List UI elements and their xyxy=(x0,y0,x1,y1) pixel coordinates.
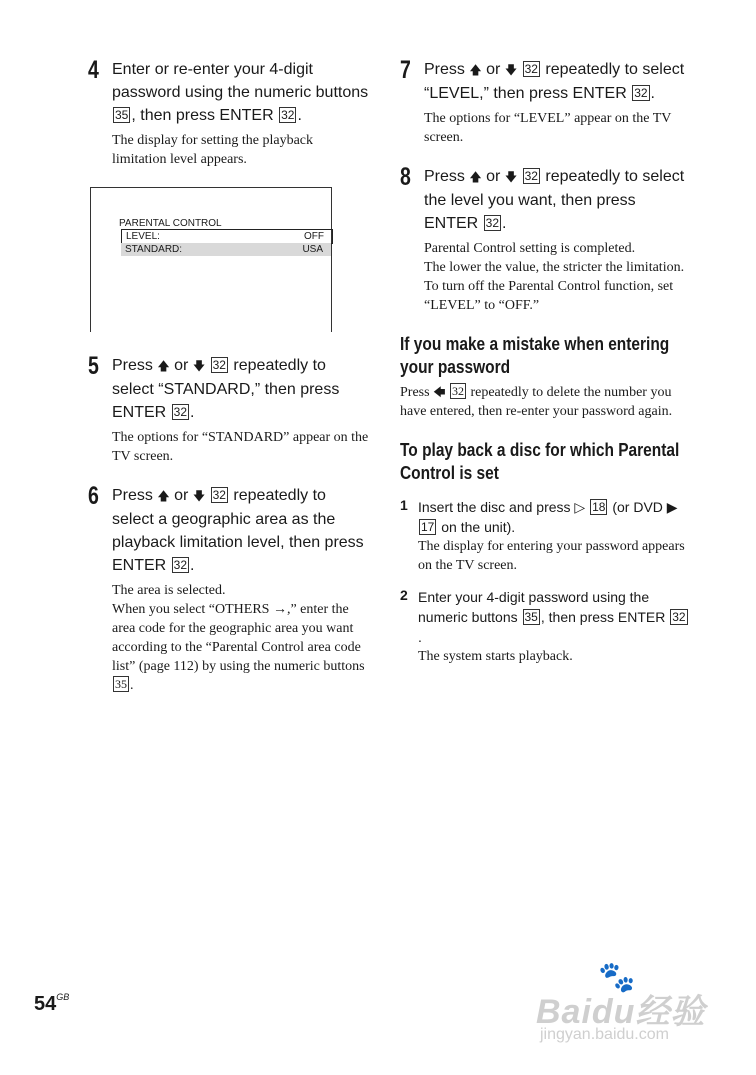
button-ref: 18 xyxy=(592,500,606,514)
button-ref: 35 xyxy=(115,108,129,122)
step-6 xyxy=(88,484,370,695)
button-ref: 32 xyxy=(281,108,295,122)
dvd-play-icon: ▶ xyxy=(666,499,678,515)
right-column xyxy=(400,58,690,666)
button-ref: 32 xyxy=(173,558,188,572)
step-description: The display for setting the playback limitation level appears. xyxy=(112,133,313,167)
substep-heading: Enter your 4-digit password using the numeric buttons 35 , then press ENTER 32. xyxy=(418,589,686,645)
button-ref: 17 xyxy=(421,520,435,534)
osd-title: PARENTAL CONTROL xyxy=(119,218,222,229)
substep-heading: Insert the disc and press ▷ 18 (or DVD ▶ 17 on the unit). xyxy=(418,499,678,535)
button-ref: 32 xyxy=(634,86,648,100)
osd-row-level: LEVEL: OFF xyxy=(121,229,333,244)
step-heading: Press 🡅 or 🡇 32 repeatedly to select “LEVEL,” then press ENTER 32 . xyxy=(424,61,685,102)
step-number: 5 xyxy=(88,352,99,380)
substep-2 xyxy=(400,587,690,666)
step-8 xyxy=(400,165,690,315)
left-arrow-icon: 🡄 xyxy=(433,385,446,399)
step-description: The options for “LEVEL” appear on the TV screen. xyxy=(424,111,672,145)
button-ref: 32 xyxy=(173,405,188,419)
watermark-brand: Baidu经验 xyxy=(536,993,706,1031)
button-ref: 35 xyxy=(115,677,127,691)
up-arrow-icon: 🡅 xyxy=(469,63,482,77)
step-number: 8 xyxy=(400,163,411,191)
step-heading: Press 🡅 or 🡇 32 repeatedly to select “STANDARD,” then press ENTER 32 . xyxy=(112,357,340,421)
watermark xyxy=(536,960,736,1060)
down-arrow-icon: 🡇 xyxy=(504,63,518,77)
left-column xyxy=(88,58,370,713)
substep-description: The system starts playback. xyxy=(418,649,573,664)
step-number: 7 xyxy=(400,56,411,84)
up-arrow-icon: 🡅 xyxy=(157,359,170,373)
up-arrow-icon: 🡅 xyxy=(157,489,170,503)
up-arrow-icon: 🡅 xyxy=(469,170,482,184)
step-heading: Press 🡅 or 🡇 32 repeatedly to select a geographic area as the playback limitation level, then press ENTER 32 . xyxy=(112,487,364,574)
step-description: The area is selected. When you select “OTHERS →,” enter the area code for the geographic area you want according to the “Parental Control area code list” (page 112) by using the numeric buttons 35 . xyxy=(112,583,365,693)
paw-icon: 🐾 xyxy=(598,961,636,994)
step-heading: Enter or re-enter your 4-digit password using the numeric buttons 35 , then press ENTER 32 . xyxy=(112,61,369,124)
step-number: 6 xyxy=(88,482,99,510)
step-heading: Press 🡅 or 🡇 32 repeatedly to select the level you want, then press ENTER 32 . xyxy=(424,168,685,232)
button-ref: 32 xyxy=(212,488,226,502)
button-ref: 32 xyxy=(485,216,500,230)
down-arrow-icon: 🡇 xyxy=(192,489,206,503)
play-icon: ▷ xyxy=(574,499,586,515)
step-number: 4 xyxy=(88,56,99,84)
step-7 xyxy=(400,58,690,147)
substep-number: 1 xyxy=(400,497,408,513)
step-description: Parental Control setting is completed. The lower the value, the stricter the limitation. To turn off the Parental Control function, set “LEVEL” to “OFF.” xyxy=(424,241,685,313)
section-text-mistake: Press 🡄 32 repeatedly to delete the number you have entered, then re-enter your password again. xyxy=(400,384,673,419)
button-ref: 32 xyxy=(672,610,686,624)
down-arrow-icon: 🡇 xyxy=(504,170,518,184)
button-ref: 32 xyxy=(524,62,538,76)
section-heading-mistake: If you make a mistake when entering your password xyxy=(400,334,670,377)
button-ref: 32 xyxy=(524,169,538,183)
watermark-url: jingyan.baidu.com xyxy=(540,1026,669,1043)
parental-control-screen xyxy=(90,187,332,332)
substep-1 xyxy=(400,497,690,575)
right-arrow-icon: → xyxy=(272,602,287,617)
page-number: $54^{GB}$ xyxy=(34,992,70,1015)
section-heading-playback: To play back a disc for which Parental Control is set xyxy=(400,440,680,483)
step-description: The options for “STANDARD” appear on the TV screen. xyxy=(112,430,369,464)
down-arrow-icon: 🡇 xyxy=(192,359,206,373)
button-ref: 32 xyxy=(451,384,464,398)
button-ref: 32 xyxy=(212,358,226,372)
step-4 xyxy=(88,58,370,169)
substep-description: The display for entering your password appears on the TV screen. xyxy=(418,539,685,573)
button-ref: 35 xyxy=(524,610,538,624)
substep-number: 2 xyxy=(400,587,408,603)
step-5 xyxy=(88,354,370,466)
osd-row-standard: STANDARD: USA xyxy=(121,243,331,256)
